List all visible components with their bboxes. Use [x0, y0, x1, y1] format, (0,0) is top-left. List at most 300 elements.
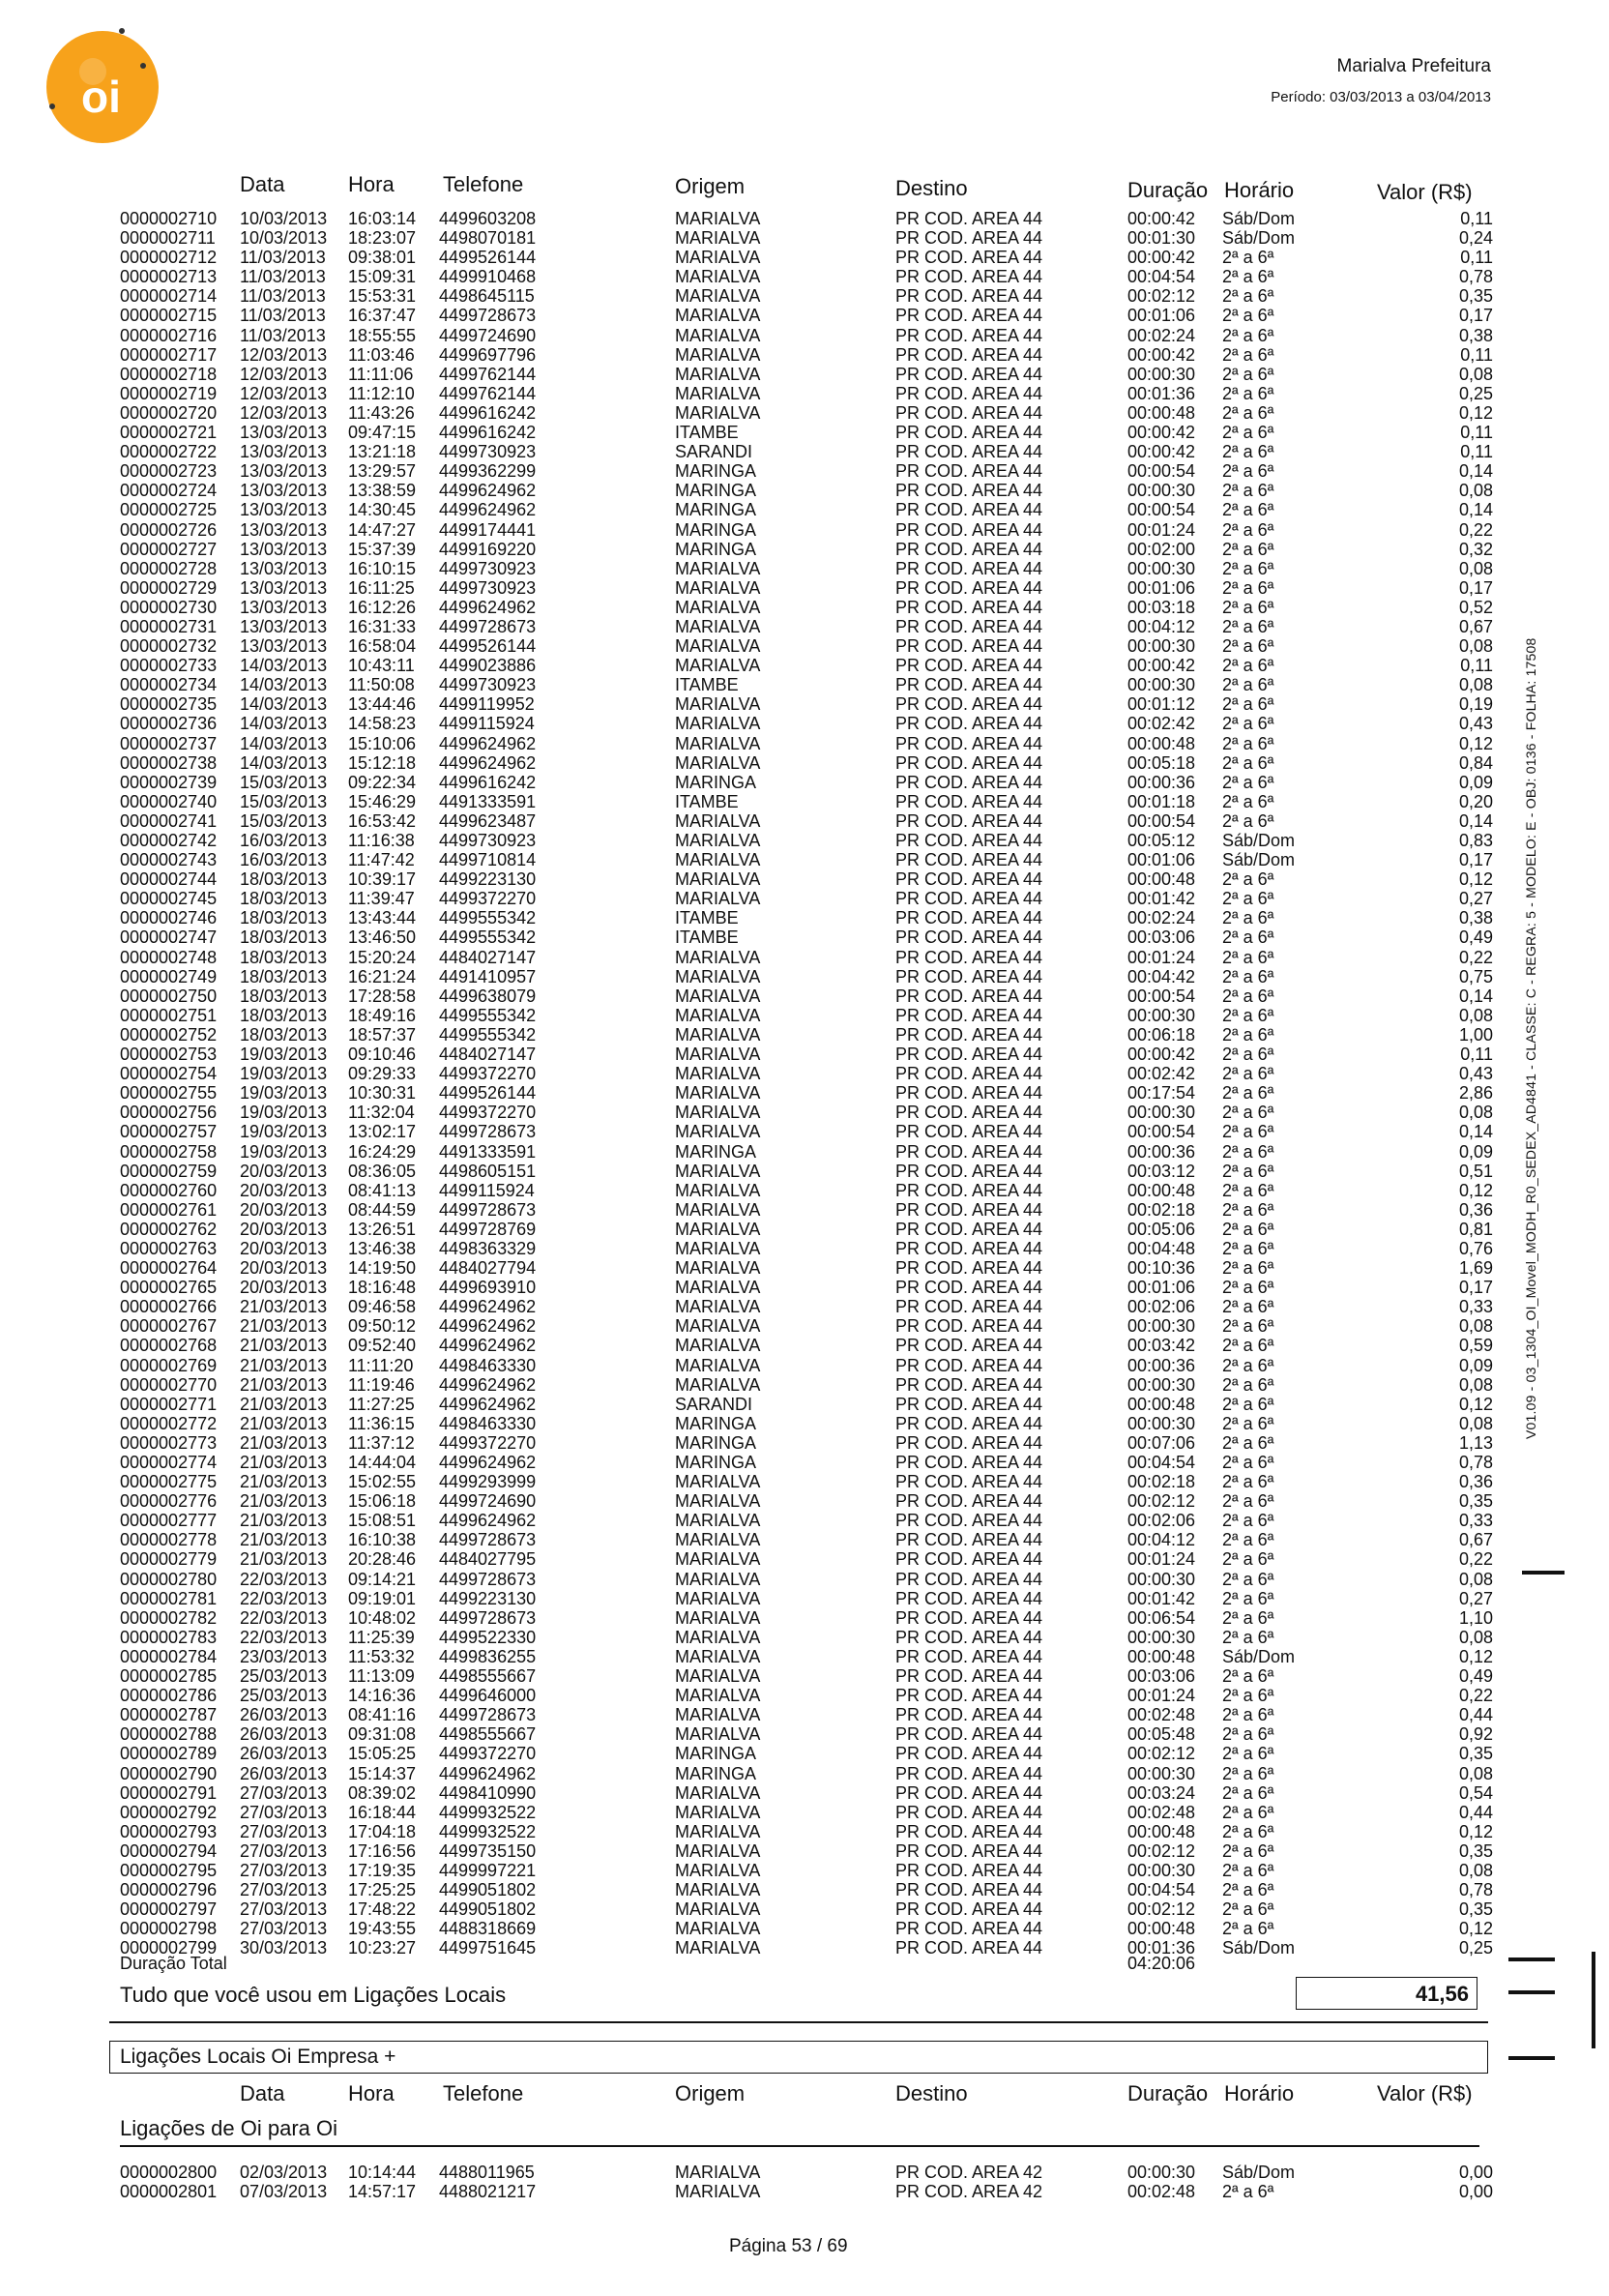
call-value: 0,44: [1458, 1802, 1493, 1822]
call-origin: MARIALVA: [675, 597, 761, 617]
call-duration: 00:00:36: [1127, 1355, 1196, 1375]
call-id: 0000002723: [120, 461, 218, 482]
call-phone: 4499624962: [439, 752, 537, 773]
call-id: 0000002765: [120, 1278, 218, 1298]
table-row: [120, 734, 1493, 753]
call-period: 2ª a 6ª: [1222, 1005, 1274, 1025]
call-phone: 4499624962: [439, 1336, 537, 1356]
call-time: 13:46:38: [348, 1238, 417, 1258]
call-origin: MARINGA: [675, 1432, 757, 1453]
call-destination: PR COD. AREA 44: [895, 461, 1043, 482]
margin-mark: [1522, 1571, 1565, 1575]
call-destination: PR COD. AREA 44: [895, 1238, 1043, 1258]
call-destination: PR COD. AREA 44: [895, 1024, 1043, 1045]
call-value: 0,09: [1458, 772, 1493, 792]
header-valor: Valor (R$): [1377, 2081, 1473, 2105]
call-date: 26/03/2013: [240, 1763, 328, 1783]
call-value: 0,08: [1458, 1316, 1493, 1337]
call-id: 0000002720: [120, 402, 218, 423]
call-id: 0000002756: [120, 1103, 218, 1123]
call-period: 2ª a 6ª: [1222, 1860, 1274, 1880]
call-origin: MARIALVA: [675, 1005, 761, 1025]
table-row: [120, 656, 1493, 675]
call-id: 0000002745: [120, 889, 218, 909]
call-period: 2ª a 6ª: [1222, 1394, 1274, 1414]
table-row: [120, 811, 1493, 831]
call-date: 21/03/2013: [240, 1472, 328, 1492]
table-row: [120, 1570, 1493, 1589]
table-row: [120, 636, 1493, 656]
call-destination: PR COD. AREA 44: [895, 1258, 1043, 1279]
call-time: 16:37:47: [348, 306, 417, 326]
call-destination: PR COD. AREA 44: [895, 1607, 1043, 1628]
call-date: 30/03/2013: [240, 1938, 328, 1958]
call-value: 0,12: [1458, 1394, 1493, 1414]
call-destination: PR COD. AREA 44: [895, 519, 1043, 540]
call-id: 0000002781: [120, 1588, 218, 1608]
table-row: [120, 1453, 1493, 1472]
call-value: 0,54: [1458, 1782, 1493, 1803]
call-time: 15:10:06: [348, 733, 417, 753]
call-origin: MARINGA: [675, 1413, 757, 1433]
call-phone: 4499710814: [439, 850, 537, 870]
call-period: 2ª a 6ª: [1222, 1491, 1274, 1512]
company-name: Marialva Prefeitura: [1336, 56, 1491, 76]
call-id: 0000002763: [120, 1238, 218, 1258]
divider: [109, 2021, 1488, 2023]
call-period: Sáb/Dom: [1222, 831, 1296, 850]
call-duration: 00:01:30: [1127, 228, 1196, 249]
call-duration: 00:00:48: [1127, 1646, 1196, 1666]
call-value: 0,35: [1458, 286, 1493, 307]
table-row: [120, 520, 1493, 540]
call-duration: 00:03:18: [1127, 597, 1196, 617]
table-row: [120, 617, 1493, 636]
call-time: 09:50:12: [348, 1316, 417, 1337]
table-row: [120, 1375, 1493, 1395]
call-time: 09:22:34: [348, 772, 417, 792]
call-date: 11/03/2013: [240, 248, 326, 268]
call-period: Sáb/Dom: [1222, 1938, 1296, 1958]
call-duration: 00:00:42: [1127, 344, 1196, 365]
call-date: 15/03/2013: [240, 791, 328, 811]
call-period: 2ª a 6ª: [1222, 927, 1274, 948]
table-row: [120, 1803, 1493, 1822]
call-period: 2ª a 6ª: [1222, 1549, 1274, 1570]
call-value: 0,76: [1458, 1238, 1493, 1258]
call-destination: PR COD. AREA 44: [895, 1821, 1043, 1841]
call-origin: MARIALVA: [675, 383, 761, 403]
call-phone: 4499932522: [439, 1802, 537, 1822]
call-time: 11:25:39: [348, 1627, 415, 1647]
call-destination: PR COD. AREA 44: [895, 1199, 1043, 1220]
call-id: 0000002772: [120, 1413, 218, 1433]
call-time: 15:53:31: [348, 286, 417, 307]
call-phone: 4499730923: [439, 675, 537, 695]
call-date: 13/03/2013: [240, 481, 328, 501]
call-value: 1,00: [1458, 1024, 1493, 1045]
call-time: 10:39:17: [348, 869, 417, 890]
call-time: 16:53:42: [348, 810, 417, 831]
call-origin: ITAMBE: [675, 675, 739, 695]
call-value: 0,22: [1458, 1549, 1493, 1570]
call-origin: MARIALVA: [675, 1627, 761, 1647]
call-duration: 00:02:06: [1127, 1511, 1196, 1531]
call-time: 16:18:44: [348, 1802, 417, 1822]
call-period: 2ª a 6ª: [1222, 1122, 1274, 1142]
call-duration: 00:00:48: [1127, 1180, 1196, 1200]
call-destination: PR COD. AREA 44: [895, 1549, 1043, 1570]
call-origin: MARIALVA: [675, 1860, 761, 1880]
call-duration: 00:00:42: [1127, 423, 1196, 443]
call-period: 2ª a 6ª: [1222, 2182, 1274, 2202]
call-period: 2ª a 6ª: [1222, 500, 1274, 520]
call-destination: PR COD. AREA 44: [895, 1355, 1043, 1375]
call-duration: 00:04:54: [1127, 1880, 1196, 1900]
call-destination: PR COD. AREA 44: [895, 1530, 1043, 1550]
duration-total-value: 04:20:06: [1127, 1954, 1196, 1973]
call-date: 21/03/2013: [240, 1530, 328, 1550]
call-duration: 00:00:30: [1127, 1413, 1196, 1433]
table-row: [120, 1025, 1493, 1045]
call-phone: 4499624962: [439, 1316, 537, 1337]
call-period: 2ª a 6ª: [1222, 597, 1274, 617]
call-value: 0,08: [1458, 364, 1493, 384]
table-row: [120, 1395, 1493, 1414]
call-time: 15:08:51: [348, 1511, 417, 1531]
call-date: 19/03/2013: [240, 1064, 328, 1084]
call-date: 15/03/2013: [240, 772, 328, 792]
call-id: 0000002787: [120, 1705, 218, 1725]
call-phone: 4499624962: [439, 597, 537, 617]
call-duration: 00:00:48: [1127, 733, 1196, 753]
call-phone: 4499624962: [439, 1453, 537, 1472]
call-destination: PR COD. AREA 44: [895, 1219, 1043, 1239]
call-time: 11:27:25: [348, 1394, 415, 1414]
table-row: [120, 850, 1493, 869]
call-period: 2ª a 6ª: [1222, 286, 1274, 307]
call-destination: PR COD. AREA 44: [895, 1161, 1043, 1181]
call-phone: 4499624962: [439, 500, 537, 520]
table-row: [120, 831, 1493, 850]
call-date: 27/03/2013: [240, 1860, 328, 1880]
call-duration: 00:04:48: [1127, 1238, 1196, 1258]
call-period: 2ª a 6ª: [1222, 1103, 1274, 1123]
table-row: [120, 228, 1493, 248]
call-value: 0,09: [1458, 1141, 1493, 1162]
call-time: 16:58:04: [348, 636, 417, 657]
call-period: 2ª a 6ª: [1222, 1141, 1274, 1162]
call-id: 0000002749: [120, 966, 218, 986]
call-id: 0000002762: [120, 1219, 218, 1239]
call-time: 11:37:12: [348, 1432, 415, 1453]
call-period: 2ª a 6ª: [1222, 772, 1274, 792]
call-value: 0,44: [1458, 1705, 1493, 1725]
call-phone: 4498463330: [439, 1413, 537, 1433]
call-time: 11:19:46: [348, 1374, 415, 1395]
call-value: 0,08: [1458, 558, 1493, 578]
call-date: 26/03/2013: [240, 1744, 328, 1764]
call-duration: 00:05:18: [1127, 752, 1196, 773]
call-value: 0,08: [1458, 481, 1493, 501]
call-time: 11:53:32: [348, 1646, 415, 1666]
call-origin: MARIALVA: [675, 577, 761, 598]
call-duration: 00:00:54: [1127, 500, 1196, 520]
call-value: 0,38: [1458, 325, 1493, 345]
call-value: 0,11: [1460, 344, 1493, 365]
table-row: [120, 1181, 1493, 1200]
call-origin: MARIALVA: [675, 1472, 761, 1492]
call-phone: 4499730923: [439, 577, 537, 598]
call-destination: PR COD. AREA 44: [895, 597, 1043, 617]
table-row: [120, 365, 1493, 384]
call-id: 0000002752: [120, 1024, 218, 1045]
call-origin: MARINGA: [675, 1763, 757, 1783]
call-period: 2ª a 6ª: [1222, 1083, 1274, 1104]
call-destination: PR COD. AREA 44: [895, 1724, 1043, 1745]
call-duration: 00:00:30: [1127, 636, 1196, 657]
call-phone: 4499624962: [439, 1297, 537, 1317]
call-duration: 00:02:12: [1127, 286, 1196, 307]
call-duration: 00:02:12: [1127, 1899, 1196, 1920]
call-id: 0000002748: [120, 947, 218, 967]
call-duration: 00:02:12: [1127, 1744, 1196, 1764]
call-duration: 00:00:30: [1127, 675, 1196, 695]
margin-mark: [1508, 2056, 1555, 2060]
call-id: 0000002795: [120, 1860, 218, 1880]
call-time: 09:52:40: [348, 1336, 417, 1356]
call-origin: MARIALVA: [675, 1549, 761, 1570]
call-period: Sáb/Dom: [1222, 850, 1296, 870]
call-duration: 00:05:48: [1127, 1724, 1196, 1745]
call-destination: PR COD. AREA 44: [895, 733, 1043, 753]
call-origin: MARIALVA: [675, 850, 761, 870]
call-date: 27/03/2013: [240, 1782, 328, 1803]
call-duration: 00:02:42: [1127, 1064, 1196, 1084]
call-origin: MARIALVA: [675, 1569, 761, 1589]
call-id: 0000002719: [120, 383, 218, 403]
call-date: 13/03/2013: [240, 500, 328, 520]
call-phone: 4499051802: [439, 1899, 537, 1920]
svg-text:oi: oi: [81, 72, 121, 122]
call-phone: 4499638079: [439, 986, 537, 1006]
call-id: 0000002738: [120, 752, 218, 773]
call-date: 19/03/2013: [240, 1045, 328, 1065]
call-phone: 4499693910: [439, 1278, 537, 1298]
call-origin: MARIALVA: [675, 1840, 761, 1861]
call-duration: 00:00:48: [1127, 402, 1196, 423]
call-phone: 4484027794: [439, 1258, 537, 1279]
call-time: 17:28:58: [348, 986, 417, 1006]
call-date: 21/03/2013: [240, 1413, 328, 1433]
call-date: 13/03/2013: [240, 519, 328, 540]
call-value: 0,36: [1458, 1199, 1493, 1220]
call-id: 0000002767: [120, 1316, 218, 1337]
call-period: 2ª a 6ª: [1222, 1258, 1274, 1279]
call-destination: PR COD. AREA 44: [895, 927, 1043, 948]
call-destination: PR COD. AREA 44: [895, 908, 1043, 928]
oi-logo: [43, 27, 162, 147]
call-duration: 00:02:48: [1127, 1705, 1196, 1725]
call-time: 14:58:23: [348, 714, 417, 734]
call-phone: 4499555342: [439, 908, 537, 928]
call-period: 2ª a 6ª: [1222, 1607, 1274, 1628]
call-duration: 00:02:12: [1127, 1491, 1196, 1512]
table-row: [120, 1919, 1493, 1938]
call-destination: PR COD. AREA 44: [895, 1627, 1043, 1647]
table-row: [120, 1686, 1493, 1705]
call-time: 16:12:26: [348, 597, 417, 617]
call-date: 10/03/2013: [240, 209, 328, 228]
call-value: 0,24: [1458, 228, 1493, 249]
call-destination: PR COD. AREA 44: [895, 1083, 1043, 1104]
call-duration: 00:00:30: [1127, 1374, 1196, 1395]
call-id: 0000002760: [120, 1180, 218, 1200]
call-period: 2ª a 6ª: [1222, 889, 1274, 909]
call-origin: MARIALVA: [675, 636, 761, 657]
call-destination: PR COD. AREA 44: [895, 481, 1043, 501]
call-period: 2ª a 6ª: [1222, 675, 1274, 695]
table-row: [120, 1316, 1493, 1336]
call-id: 0000002714: [120, 286, 218, 307]
call-id: 0000002739: [120, 772, 218, 792]
table-row: [120, 403, 1493, 423]
call-origin: MARIALVA: [675, 947, 761, 967]
call-period: 2ª a 6ª: [1222, 733, 1274, 753]
call-date: 21/03/2013: [240, 1511, 328, 1531]
call-duration: 00:17:54: [1127, 1083, 1196, 1104]
call-time: 18:55:55: [348, 325, 417, 345]
table-row: [120, 1666, 1493, 1686]
call-duration: 00:02:48: [1127, 2182, 1196, 2202]
table-row: [120, 1938, 1493, 1957]
call-origin: MARIALVA: [675, 1588, 761, 1608]
call-time: 13:43:44: [348, 908, 417, 928]
header-valor: Valor (R$): [1377, 180, 1473, 204]
call-value: 0,27: [1458, 1588, 1493, 1608]
call-phone: 4499372270: [439, 1103, 537, 1123]
call-period: 2ª a 6ª: [1222, 1880, 1274, 1900]
call-id: 0000002746: [120, 908, 218, 928]
call-date: 22/03/2013: [240, 1588, 328, 1608]
call-period: 2ª a 6ª: [1222, 636, 1274, 657]
call-date: 26/03/2013: [240, 1724, 328, 1745]
call-destination: PR COD. AREA 44: [895, 1802, 1043, 1822]
local-usage-total: 41,56: [1296, 1977, 1477, 2010]
call-duration: 00:03:06: [1127, 1666, 1196, 1687]
call-time: 16:03:14: [348, 209, 417, 228]
call-value: 0,84: [1458, 752, 1493, 773]
call-destination: PR COD. AREA 44: [895, 1472, 1043, 1492]
margin-mark: [1508, 1990, 1555, 1994]
call-id: 0000002764: [120, 1258, 218, 1279]
call-origin: MARIALVA: [675, 1686, 761, 1706]
call-value: 2,86: [1458, 1083, 1493, 1104]
call-origin: MARIALVA: [675, 209, 761, 228]
table-row: [120, 384, 1493, 403]
call-value: 0,17: [1458, 850, 1493, 870]
header-duracao: Duração: [1127, 178, 1209, 202]
call-date: 11/03/2013: [240, 286, 326, 307]
call-time: 20:28:46: [348, 1549, 417, 1570]
call-period: 2ª a 6ª: [1222, 481, 1274, 501]
call-value: 0,27: [1458, 889, 1493, 909]
call-value: 0,08: [1458, 636, 1493, 657]
call-period: 2ª a 6ª: [1222, 656, 1274, 676]
call-date: 21/03/2013: [240, 1336, 328, 1356]
call-id: 0000002786: [120, 1686, 218, 1706]
table-row: [120, 461, 1493, 481]
call-date: 14/03/2013: [240, 675, 328, 695]
call-destination: PR COD. AREA 44: [895, 1297, 1043, 1317]
call-date: 18/03/2013: [240, 927, 328, 948]
call-date: 11/03/2013: [240, 267, 326, 287]
call-phone: 4499522330: [439, 1627, 537, 1647]
call-time: 09:38:01: [348, 248, 417, 268]
call-time: 11:39:47: [348, 889, 415, 909]
call-date: 21/03/2013: [240, 1394, 328, 1414]
call-value: 0,08: [1458, 1005, 1493, 1025]
call-time: 16:24:29: [348, 1141, 417, 1162]
call-time: 17:16:56: [348, 1840, 417, 1861]
call-date: 27/03/2013: [240, 1840, 328, 1861]
table-row: [120, 423, 1493, 442]
call-duration: 00:01:24: [1127, 1686, 1196, 1706]
table-row: [120, 908, 1493, 927]
call-origin: MARIALVA: [675, 267, 761, 287]
call-origin: MARIALVA: [675, 325, 761, 345]
call-value: 0,81: [1458, 1219, 1493, 1239]
table-row: [120, 559, 1493, 578]
call-period: 2ª a 6ª: [1222, 1316, 1274, 1337]
call-value: 0,12: [1458, 733, 1493, 753]
header-telefone: Telefone: [443, 2081, 524, 2105]
call-id: 0000002726: [120, 519, 218, 540]
call-origin: MARINGA: [675, 500, 757, 520]
call-duration: 00:05:06: [1127, 1219, 1196, 1239]
call-value: 0,00: [1458, 2163, 1493, 2182]
call-time: 10:14:44: [348, 2163, 417, 2182]
table-row: [120, 578, 1493, 598]
table-row: [120, 773, 1493, 792]
call-origin: SARANDI: [675, 1394, 753, 1414]
table-row: [120, 2182, 1493, 2201]
call-date: 22/03/2013: [240, 1569, 328, 1589]
call-value: 0,25: [1458, 383, 1493, 403]
table-row: [120, 889, 1493, 908]
call-origin: MARIALVA: [675, 616, 761, 636]
call-period: 2ª a 6ª: [1222, 1199, 1274, 1220]
call-date: 18/03/2013: [240, 889, 328, 909]
call-duration: 00:02:12: [1127, 1840, 1196, 1861]
table-row: [120, 1336, 1493, 1355]
header-horario: Horário: [1224, 2081, 1295, 2105]
call-date: 21/03/2013: [240, 1491, 328, 1512]
call-time: 18:23:07: [348, 228, 417, 249]
call-destination: PR COD. AREA 44: [895, 1840, 1043, 1861]
calls-table: [120, 209, 1493, 1957]
call-id: 0000002729: [120, 577, 218, 598]
call-date: 13/03/2013: [240, 577, 328, 598]
call-value: 0,14: [1458, 1122, 1493, 1142]
call-origin: MARIALVA: [675, 1646, 761, 1666]
call-duration: 00:00:30: [1127, 481, 1196, 501]
table-row: [120, 1006, 1493, 1025]
call-time: 16:11:25: [348, 577, 415, 598]
call-destination: PR COD. AREA 44: [895, 1511, 1043, 1531]
call-origin: MARIALVA: [675, 1083, 761, 1104]
call-time: 15:05:25: [348, 1744, 417, 1764]
